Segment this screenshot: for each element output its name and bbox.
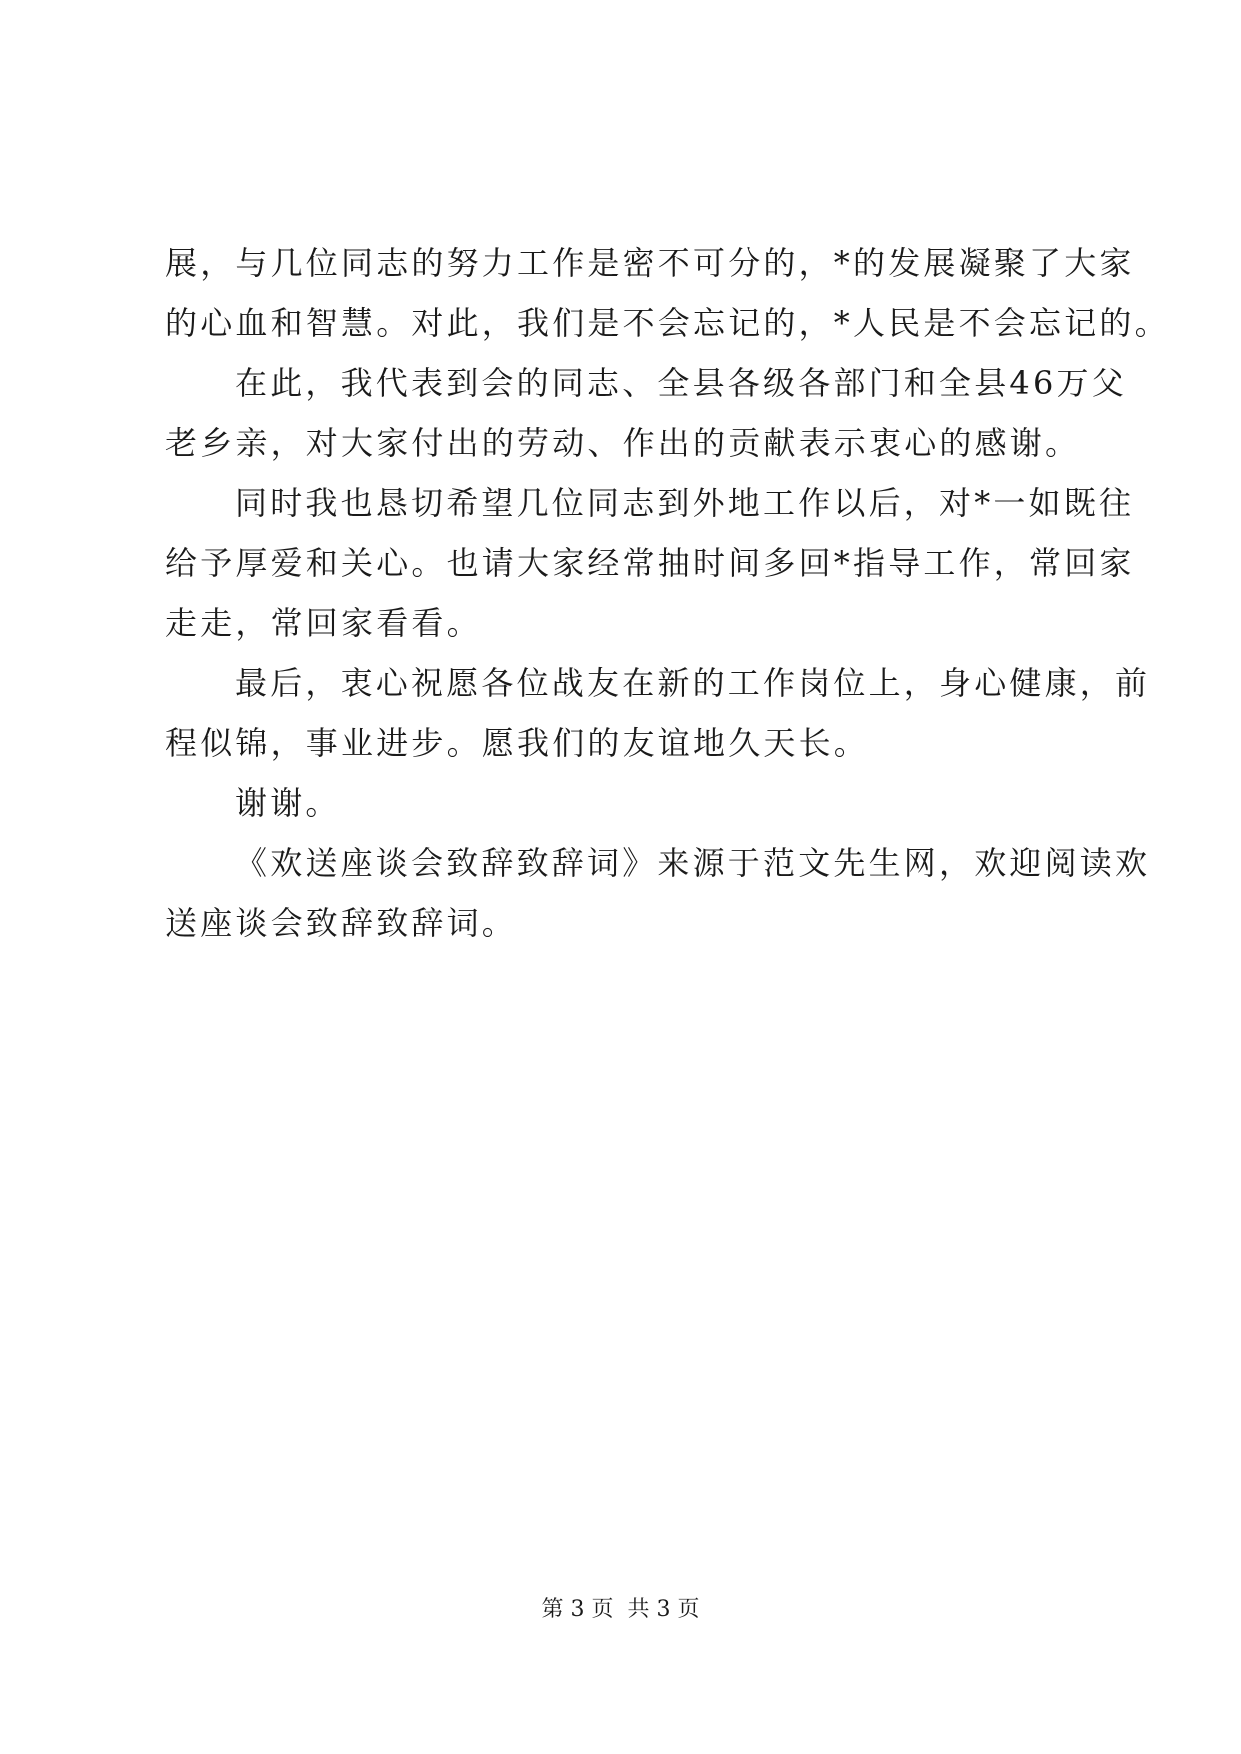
text-line: 谢谢。 (235, 784, 341, 822)
text-line: 同时我也恳切希望几位同志到外地工作以后，对*一如既往 (235, 484, 1135, 522)
document-body (165, 233, 1170, 953)
text-line: 展，与几位同志的努力工作是密不可分的，*的发展凝聚了大家 (165, 244, 1135, 282)
text-line: 给予厚爱和关心。也请大家经常抽时间多回*指导工作，常回家 (165, 544, 1135, 582)
text-line: 走走，常回家看看。 (165, 604, 482, 642)
text-line: 老乡亲，对大家付出的劳动、作出的贡献表示衷心的感谢。 (165, 424, 1081, 462)
text-line: 程似锦，事业进步。愿我们的友谊地久天长。 (165, 724, 870, 762)
page-footer: 第 3 页 共 3 页 (541, 1597, 700, 1622)
text-line: 送座谈会致辞致辞词。 (165, 904, 518, 942)
text-line: 的心血和智慧。对此，我们是不会忘记的，*人民是不会忘记的。 (165, 304, 1170, 342)
text-line: 最后，衷心祝愿各位战友在新的工作岗位上，身心健康，前 (235, 664, 1151, 702)
text-line: 在此，我代表到会的同志、全县各级各部门和全县46万父 (235, 364, 1127, 402)
text-line: 《欢送座谈会致辞致辞词》来源于范文先生网，欢迎阅读欢 (235, 844, 1151, 882)
